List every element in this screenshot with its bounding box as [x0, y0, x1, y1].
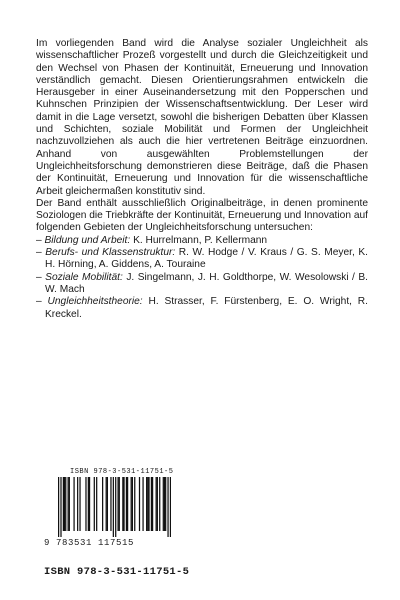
barcode-bar	[122, 477, 123, 531]
barcode-bar	[147, 477, 148, 531]
barcode-bar	[123, 477, 124, 531]
barcode-bar	[132, 477, 133, 531]
barcode-bar	[134, 477, 135, 531]
barcode-bar	[73, 477, 74, 531]
barcode-bar	[110, 477, 111, 531]
barcode-bar	[94, 477, 95, 531]
topic-category: Ungleichheitstheorie:	[47, 296, 143, 308]
barcode-bar	[102, 477, 103, 531]
barcode-bar	[85, 477, 86, 531]
barcode-bar	[152, 477, 153, 531]
barcode-bar	[79, 477, 80, 531]
barcode-bar	[170, 477, 171, 537]
barcode-bar	[167, 477, 168, 537]
barcode-bar	[163, 477, 164, 531]
description-text	[36, 38, 368, 321]
barcode-bar	[142, 477, 143, 531]
barcode-bar	[65, 477, 66, 531]
contents-paragraph: Der Band enthält ausschließlich Originalbeiträge, in denen prominente Soziologen die Triebkräfte der Kontinuität, Erneuerung und Innovation auf folgenden Gebieten der Ungleichheitsforschung untersuchen:	[36, 197, 368, 234]
topic-category: Bildung und Arbeit:	[44, 234, 131, 246]
intro-paragraph: Im vorliegenden Band wird die Analyse sozialer Ungleichheit als wissenschaftlicher Prozeß vorgestellt und durch die Gleichzeitigkeit und den Wechsel von Phasen der Kontinuität, Erneuerung und Innovation verständlich gemacht. Diesen Orientierungsrahmen entwickeln die Herausgeber in einer Auseinandersetzung mit den Popperschen und Kuhnschen Prinzipien der Wissenschaftsentwicklung. Der Leser wird damit in die Lage versetzt, sowohl die bisherigen Debatten über Klassen und Schichten, soziale Mobilität und Formen der Ungleichheit nachzuvollziehen als auch die hier vertretenen Beiträge einzuordnen. Anhand von ausgewählten Problemstellungen der Ungleichheitsforschung demonstrieren diese Beiträge, daß die Phasen der Kontinuität, Erneuerung und Innovation für die wissenschaftliche Arbeit gleichermaßen konstitutiv sind.	[36, 38, 368, 197]
topic-item: – Bildung und Arbeit: K. Hurrelmann, P. Kellermann	[36, 234, 268, 246]
topic-item: – Soziale Mobilität: J. Singelmann, J. H. Goldthorpe, W. Wesolowski / B. W. Mach	[36, 271, 368, 295]
barcode-bar	[63, 477, 64, 531]
topic-item: – Berufs- und Klassenstruktur: R. W. Hodge / V. Kraus / G. S. Meyer, K. H. Hörning, A. Giddens, A. Touraine	[36, 247, 368, 271]
barcode-bar	[164, 477, 165, 531]
topic-authors: R. W. Hodge / V. Kraus / G. S. Meyer, K. H. Hörning, A. Giddens, A. Touraine	[45, 247, 368, 271]
barcode-bar	[68, 477, 69, 531]
barcode	[44, 468, 180, 548]
barcode-isbn-label: ISBN 978-3-531-11751-5	[70, 468, 174, 476]
barcode-bar	[88, 477, 89, 531]
barcode-bar	[106, 477, 107, 531]
barcode-bar	[96, 477, 97, 531]
barcode-bar	[126, 477, 127, 531]
barcode-bar	[165, 477, 166, 531]
barcode-bar	[64, 477, 65, 531]
topic-category: Berufs- und Klassenstruktur:	[45, 247, 176, 259]
barcode-bar	[77, 477, 78, 531]
barcode-bar	[117, 477, 118, 531]
barcode-bar	[139, 477, 140, 531]
barcode-bar	[107, 477, 108, 531]
topic-item: – Ungleichheitstheorie: H. Strasser, F. Fürstenberg, E. O. Wright, R. Kreckel.	[36, 296, 368, 320]
barcode-bar	[60, 477, 61, 537]
barcode-bar	[148, 477, 149, 531]
barcode-bar	[159, 477, 160, 531]
barcode-bar	[115, 477, 116, 537]
barcode-bar	[157, 477, 158, 531]
barcode-bar	[58, 477, 59, 537]
barcode-bar	[127, 477, 128, 531]
topic-category: Soziale Mobilität:	[45, 271, 123, 283]
topic-authors: K. Hurrelmann, P. Kellermann	[133, 234, 268, 246]
barcode-bar	[69, 477, 70, 531]
barcode-bar	[113, 477, 114, 537]
barcode-bar	[119, 477, 120, 531]
barcode-bars	[58, 477, 171, 537]
barcode-bar	[131, 477, 132, 531]
topic-list	[36, 235, 368, 321]
topic-authors: J. Singelmann, J. H. Goldthorpe, W. Wesolowski / B. W. Mach	[45, 271, 368, 295]
isbn-number: ISBN 978-3-531-11751-5	[44, 566, 190, 578]
barcode-bar	[151, 477, 152, 531]
barcode-bar	[89, 477, 90, 531]
topic-authors: H. Strasser, F. Fürstenberg, E. O. Wright, R. Kreckel.	[45, 296, 368, 320]
barcode-bar	[146, 477, 147, 531]
barcode-bar	[156, 477, 157, 531]
barcode-digits: 9 783531 117515	[44, 538, 135, 548]
